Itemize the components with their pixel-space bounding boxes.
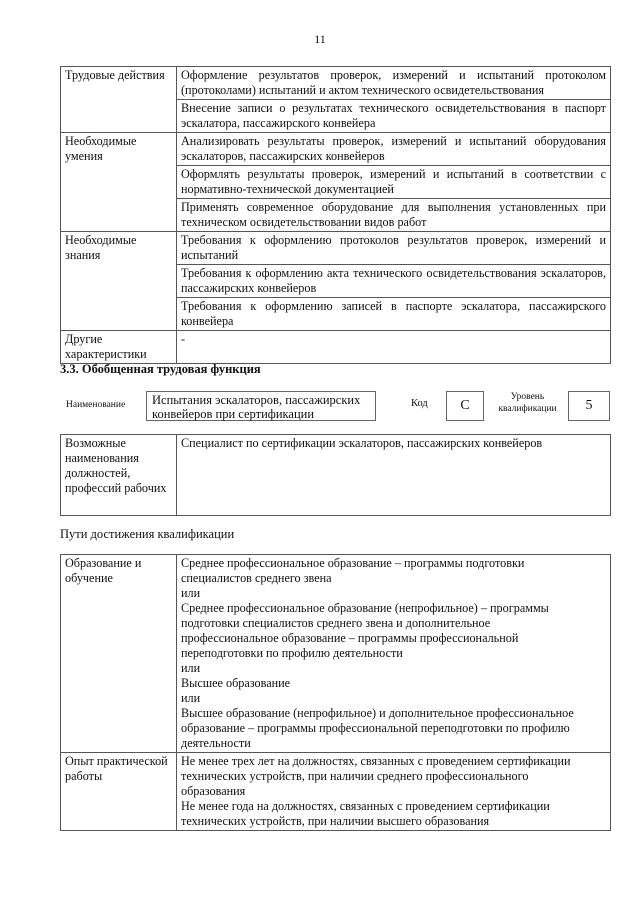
page-number: 11 <box>314 32 326 46</box>
table-cell <box>177 555 611 753</box>
code-value: C <box>446 391 484 421</box>
text-line: технических устройств, при наличии среднего профессионального <box>181 769 529 783</box>
text-line: или <box>181 661 201 675</box>
table-cell: Оформлять результаты проверок, измерений и испытаний в соответствии с нормативно-технической документацией <box>177 166 611 199</box>
table-row <box>61 232 611 265</box>
text-line: Не менее года на должностях, связанных с проведением сертификации <box>181 799 550 813</box>
table-cell: Требования к оформлению протоколов результатов проверок, измерений и испытаний <box>177 232 611 265</box>
row-label: Образование и обучение <box>61 555 177 753</box>
positions-table <box>60 434 611 516</box>
table-cell: Требования к оформлению записей в паспорте эскалатора, пассажирского конвейера <box>177 298 611 331</box>
name-value: Испытания эскалаторов, пассажирских конвейеров при сертификации <box>146 391 376 421</box>
text-line: или <box>181 691 201 705</box>
table-row <box>61 133 611 166</box>
text-line: деятельности <box>181 736 251 750</box>
text-line: образования <box>181 784 246 798</box>
paths-title: Пути достижения квалификации <box>60 527 235 541</box>
table-row <box>61 435 611 516</box>
section-title: 3.3. Обобщенная трудовая функция <box>60 362 261 376</box>
table-cell: Применять современное оборудование для выполнения установленных при техническом освидетельствовании видов работ <box>177 199 611 232</box>
table-cell: Внесение записи о результатах технического освидетельствования в паспорт эскалатора, пассажирского конвейера <box>177 100 611 133</box>
text-line: образование – программы профессиональной переподготовки по профилю <box>181 721 570 735</box>
table-cell: Оформление результатов проверок, измерений и испытаний протоколом (протоколами) испытаний и актом технического освидетельствования <box>177 67 611 100</box>
table-cell: Требования к оформлению акта технического освидетельствования эскалаторов, пассажирских конвейеров <box>177 265 611 298</box>
text-line: Не менее трех лет на должностях, связанных с проведением сертификации <box>181 754 571 768</box>
qualification-paths-table <box>60 554 611 831</box>
code-label: Код <box>411 398 428 409</box>
table-row <box>61 67 611 100</box>
text-line: переподготовки по профилю деятельности <box>181 646 403 660</box>
row-label: Возможные наименования должностей, профессий рабочих <box>61 435 177 516</box>
row-label: Опыт практической работы <box>61 753 177 831</box>
text-line: Среднее профессиональное образование (непрофильное) – программы <box>181 601 549 615</box>
generalized-function-header <box>60 390 611 422</box>
text-line: Среднее профессиональное образование – программы подготовки <box>181 556 525 570</box>
table-cell <box>177 753 611 831</box>
name-label: Наименование <box>66 400 126 410</box>
labor-functions-table <box>60 66 611 364</box>
qualification-level-value: 5 <box>568 391 610 421</box>
row-label: Необходимые умения <box>61 133 177 232</box>
row-label: Другие характеристики <box>61 331 177 364</box>
table-cell: Специалист по сертификации эскалаторов, пассажирских конвейеров <box>177 435 611 516</box>
table-row <box>61 555 611 753</box>
table-cell: - <box>177 331 611 364</box>
text-line: профессиональное образование – программы профессиональной <box>181 631 519 645</box>
table-row <box>61 753 611 831</box>
table-row <box>61 331 611 364</box>
table-cell: Анализировать результаты проверок, измерений и испытаний оборудования эскалаторов, пассажирских конвейеров <box>177 133 611 166</box>
text-line: Высшее образование (непрофильное) и дополнительное профессиональное <box>181 706 574 720</box>
row-label: Трудовые действия <box>61 67 177 133</box>
text-line: технических устройств, при наличии высшего образования <box>181 814 490 828</box>
text-line: или <box>181 586 201 600</box>
text-line: специалистов среднего звена <box>181 571 332 585</box>
text-line: Высшее образование <box>181 676 291 690</box>
text-line: подготовки специалистов среднего звена и дополнительное <box>181 616 491 630</box>
qualification-level-label: Уровень квалификации <box>498 392 557 414</box>
row-label: Необходимые знания <box>61 232 177 331</box>
